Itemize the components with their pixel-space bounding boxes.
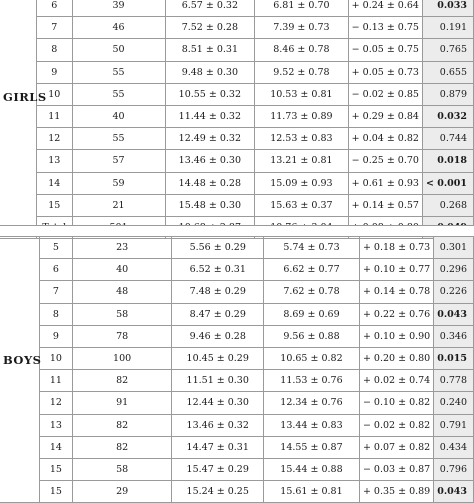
group-label: BOYS — [3, 353, 42, 368]
p-value-cell: 0.778 — [434, 370, 474, 392]
boys-table — [0, 236, 474, 503]
difference-cell: + 0.02 ± 0.74 — [359, 370, 433, 392]
p-value-cell: 0.018 — [422, 150, 473, 172]
mean-b-cell: 6.81 ± 0.70 — [255, 0, 349, 17]
age-cell: 15 — [37, 194, 73, 216]
table-row — [0, 481, 474, 503]
mean-b-cell: 8.46 ± 0.78 — [255, 39, 349, 61]
mean-b-cell: 10.53 ± 0.81 — [255, 83, 349, 105]
p-value-cell: 0.434 — [434, 436, 474, 458]
difference-cell: − 0.03 ± 0.87 — [359, 458, 433, 480]
table-row — [0, 83, 474, 105]
age-cell: 9 — [37, 61, 73, 83]
n-cell: 57 — [72, 150, 165, 172]
age-cell: 13 — [39, 414, 72, 436]
n-cell: 100 — [72, 347, 172, 369]
p-value-cell: 0.191 — [422, 17, 473, 39]
mean-a-cell: 9.46 ± 0.28 — [172, 325, 264, 347]
table-row — [0, 39, 474, 61]
age-cell: 11 — [37, 105, 73, 127]
n-cell: 46 — [72, 17, 165, 39]
p-value-cell: 0.043 — [434, 481, 474, 503]
table-row — [0, 128, 474, 150]
mean-a-cell: 8.47 ± 0.29 — [172, 303, 264, 325]
mean-a-cell: 13.46 ± 0.32 — [172, 414, 264, 436]
mean-b-cell: 8.69 ± 0.69 — [264, 303, 360, 325]
p-value-cell: 0.879 — [422, 83, 473, 105]
mean-a-cell: 14.47 ± 0.31 — [172, 436, 264, 458]
mean-a-cell: 8.51 ± 0.31 — [165, 39, 255, 61]
mean-b-cell: 5.74 ± 0.73 — [264, 237, 360, 259]
age-cell: 12 — [39, 392, 72, 414]
p-value-cell: 0.655 — [422, 61, 473, 83]
mean-b-cell: 12.53 ± 0.83 — [255, 128, 349, 150]
mean-a-cell: 12.49 ± 0.32 — [165, 128, 255, 150]
group-label-cell — [0, 237, 42, 503]
p-value-cell: 0.032 — [422, 105, 473, 127]
difference-cell: + 0.10 ± 0.77 — [359, 259, 433, 281]
mean-b-cell: 7.62 ± 0.78 — [264, 281, 360, 303]
p-value-cell: 0.765 — [422, 39, 473, 61]
n-cell: 29 — [72, 481, 172, 503]
mean-b-cell: 14.55 ± 0.87 — [264, 436, 360, 458]
table-row — [0, 347, 474, 369]
mean-a-cell: 10.55 ± 0.32 — [165, 83, 255, 105]
mean-b-cell: 10.65 ± 0.82 — [264, 347, 360, 369]
age-cell: 14 — [37, 172, 73, 194]
table-row — [0, 325, 474, 347]
mean-a-cell: 11.44 ± 0.32 — [165, 105, 255, 127]
mean-b-cell: 15.63 ± 0.37 — [255, 194, 349, 216]
difference-cell: + 0.29 ± 0.84 — [348, 105, 422, 127]
difference-cell: + 0.61 ± 0.93 — [348, 172, 422, 194]
mean-a-cell: 5.56 ± 0.29 — [172, 237, 264, 259]
table-row — [0, 436, 474, 458]
mean-a-cell: 13.46 ± 0.30 — [165, 150, 255, 172]
mean-a-cell: 6.57 ± 0.32 — [165, 0, 255, 17]
difference-cell: + 0.14 ± 0.78 — [359, 281, 433, 303]
age-cell: 8 — [39, 303, 72, 325]
table-row — [0, 281, 474, 303]
table-row — [0, 303, 474, 325]
mean-a-cell: 7.52 ± 0.28 — [165, 17, 255, 39]
mean-a-cell: 15.48 ± 0.30 — [165, 194, 255, 216]
age-cell: 15 — [39, 481, 72, 503]
difference-cell: + 0.14 ± 0.57 — [348, 194, 422, 216]
n-cell: 39 — [72, 0, 165, 17]
age-cell: 11 — [39, 370, 72, 392]
mean-b-cell: 12.34 ± 0.76 — [264, 392, 360, 414]
difference-cell: − 0.05 ± 0.75 — [348, 39, 422, 61]
n-cell: 21 — [72, 194, 165, 216]
p-value-cell: 0.796 — [434, 458, 474, 480]
table-row — [0, 0, 474, 17]
mean-a-cell: 14.48 ± 0.28 — [165, 172, 255, 194]
n-cell: 40 — [72, 259, 172, 281]
n-cell: 82 — [72, 370, 172, 392]
table-row — [0, 392, 474, 414]
p-value-cell: 0.015 — [434, 347, 474, 369]
p-value-cell: 0.791 — [434, 414, 474, 436]
p-value-cell: 0.226 — [434, 281, 474, 303]
group-label-cell — [0, 0, 47, 239]
mean-b-cell: 6.62 ± 0.77 — [264, 259, 360, 281]
n-cell: 58 — [72, 303, 172, 325]
age-cell: 6 — [37, 0, 73, 17]
mean-b-cell: 9.52 ± 0.78 — [255, 61, 349, 83]
difference-cell: + 0.07 ± 0.82 — [359, 436, 433, 458]
mean-b-cell: 11.73 ± 0.89 — [255, 105, 349, 127]
mean-a-cell: 6.52 ± 0.31 — [172, 259, 264, 281]
difference-cell: + 0.20 ± 0.80 — [359, 347, 433, 369]
difference-cell: + 0.04 ± 0.82 — [348, 128, 422, 150]
mean-b-cell: 13.44 ± 0.83 — [264, 414, 360, 436]
p-value-cell: 0.268 — [422, 194, 473, 216]
age-cell: 7 — [37, 17, 73, 39]
table-row — [0, 237, 474, 259]
mean-a-cell: 11.51 ± 0.30 — [172, 370, 264, 392]
table-row — [0, 150, 474, 172]
p-value-cell: 0.301 — [434, 237, 474, 259]
difference-cell: + 0.22 ± 0.76 — [359, 303, 433, 325]
mean-b-cell: 9.56 ± 0.88 — [264, 325, 360, 347]
n-cell: 82 — [72, 414, 172, 436]
mean-a-cell: 7.48 ± 0.29 — [172, 281, 264, 303]
table-row — [0, 17, 474, 39]
mean-a-cell: 9.48 ± 0.30 — [165, 61, 255, 83]
age-cell: 7 — [39, 281, 72, 303]
difference-cell: + 0.05 ± 0.73 — [348, 61, 422, 83]
age-cell: 10 — [37, 83, 73, 105]
table-row — [0, 61, 474, 83]
mean-b-cell: 11.53 ± 0.76 — [264, 370, 360, 392]
n-cell: 78 — [72, 325, 172, 347]
age-cell: 15 — [39, 458, 72, 480]
n-cell: 82 — [72, 436, 172, 458]
table-row — [0, 414, 474, 436]
n-cell: 55 — [72, 128, 165, 150]
p-value-cell: 0.240 — [434, 392, 474, 414]
p-value-cell: 0.296 — [434, 259, 474, 281]
mean-b-cell: 7.39 ± 0.73 — [255, 17, 349, 39]
difference-cell: + 0.24 ± 0.64 — [348, 0, 422, 17]
mean-b-cell: 13.21 ± 0.81 — [255, 150, 349, 172]
n-cell: 48 — [72, 281, 172, 303]
age-cell: 8 — [37, 39, 73, 61]
difference-cell: + 0.35 ± 0.89 — [359, 481, 433, 503]
mean-b-cell: 15.09 ± 0.93 — [255, 172, 349, 194]
table-row — [0, 105, 474, 127]
mean-b-cell: 15.44 ± 0.88 — [264, 458, 360, 480]
n-cell: 40 — [72, 105, 165, 127]
n-cell: 91 — [72, 392, 172, 414]
n-cell: 23 — [72, 237, 172, 259]
group-label: GIRLS — [3, 89, 47, 104]
n-cell: 59 — [72, 172, 165, 194]
table-row — [0, 172, 474, 194]
n-cell: 55 — [72, 61, 165, 83]
table-row — [0, 259, 474, 281]
difference-cell: − 0.10 ± 0.82 — [359, 392, 433, 414]
age-cell: 5 — [39, 237, 72, 259]
mean-a-cell: 15.24 ± 0.25 — [172, 481, 264, 503]
n-cell: 55 — [72, 83, 165, 105]
p-value-cell: 0.744 — [422, 128, 473, 150]
difference-cell: − 0.02 ± 0.85 — [348, 83, 422, 105]
age-cell: 9 — [39, 325, 72, 347]
mean-a-cell: 15.47 ± 0.29 — [172, 458, 264, 480]
difference-cell: + 0.10 ± 0.90 — [359, 325, 433, 347]
table-row — [0, 458, 474, 480]
mean-a-cell: 10.45 ± 0.29 — [172, 347, 264, 369]
mean-b-cell: 15.61 ± 0.81 — [264, 481, 360, 503]
age-cell: 14 — [39, 436, 72, 458]
p-value-cell: 0.346 — [434, 325, 474, 347]
age-cell: 12 — [37, 128, 73, 150]
p-value-cell: 0.043 — [434, 303, 474, 325]
n-cell: 58 — [72, 458, 172, 480]
table-row — [0, 370, 474, 392]
p-value-cell: 0.033 — [422, 0, 473, 17]
n-cell: 50 — [72, 39, 165, 61]
difference-cell: − 0.13 ± 0.75 — [348, 17, 422, 39]
girls-table — [0, 0, 474, 239]
difference-cell: + 0.18 ± 0.73 — [359, 237, 433, 259]
difference-cell: − 0.02 ± 0.82 — [359, 414, 433, 436]
age-cell: 13 — [37, 150, 73, 172]
age-cell: 10 — [39, 347, 72, 369]
age-cell: 6 — [39, 259, 72, 281]
difference-cell: − 0.25 ± 0.70 — [348, 150, 422, 172]
p-value-cell: < 0.001 — [422, 172, 473, 194]
table-row — [0, 194, 474, 216]
mean-a-cell: 12.44 ± 0.30 — [172, 392, 264, 414]
